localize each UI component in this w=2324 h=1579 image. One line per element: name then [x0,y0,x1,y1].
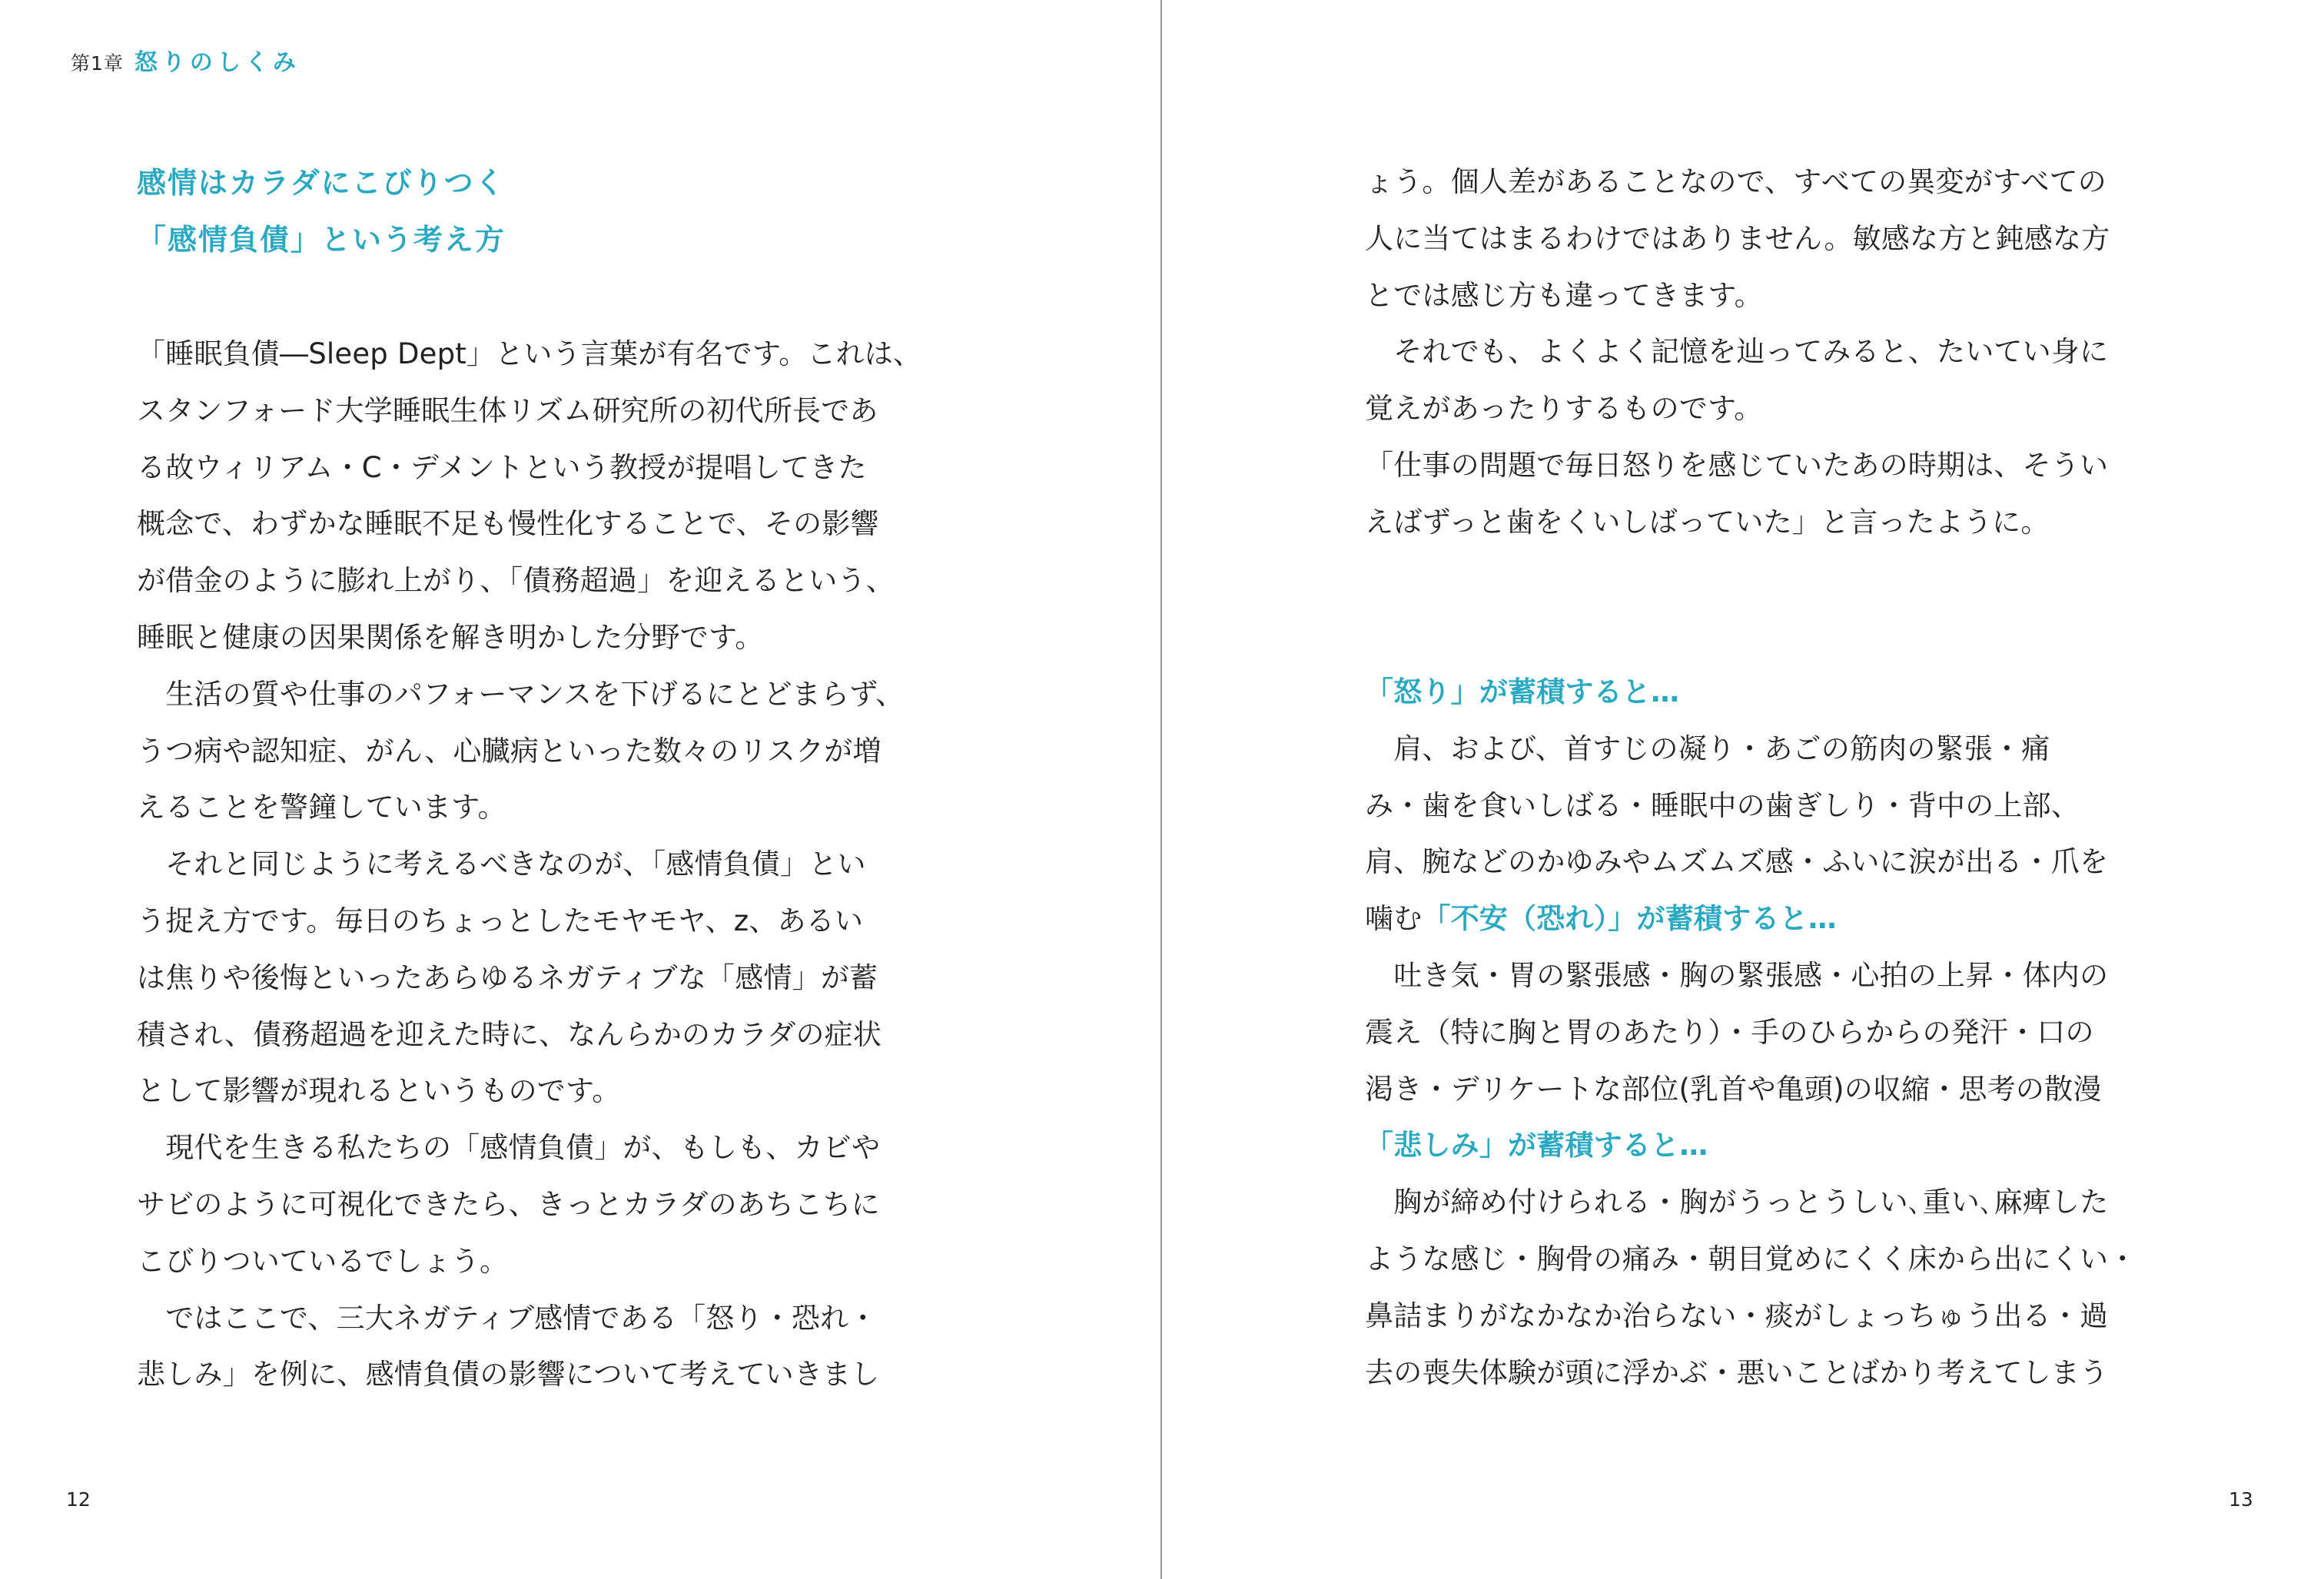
body-line: は焦りや後悔といったあらゆるネガティブな「感情」が蓄 [137,960,878,994]
body-line: る故ウィリアム・C・デメントという教授が提唱してきた [137,450,867,484]
body-line: として影響が現れるというものです。 [137,1074,621,1108]
section-heading-line: 「感情負債」という考え方 [137,222,506,257]
body-line: 震え（特に胸と胃のあたり）・手のひらからの発汗・口の [1365,1015,2094,1049]
body-line: ような感じ・胸骨の痛み・朝目覚めにくく床から出にくい・ [1365,1242,2137,1275]
page-number: 12 [66,1488,91,1511]
fear-heading: 「不安（恐れ）」が蓄積すると… [1422,902,1837,936]
anger-last-fragment: 噛む [1365,902,1423,936]
body-line: えることを警鐘しています。 [137,791,506,824]
body-line: サビのように可視化できたら、きっとカラダのあちこちに [137,1187,880,1221]
body-line: 人に当てはまるわけではありません。敏感な方と鈍感な方 [1365,221,2110,255]
anger-heading: 「怒り」が蓄積すると… [1365,675,1680,708]
body-line: み・歯を食いしばる・睡眠中の歯ぎしり・背中の上部、 [1365,788,2080,822]
body-line: 生活の質や仕事のパフォーマンスを下げるにとどまらず、 [137,677,905,711]
chapter-label: 第1章 [71,52,124,75]
body-line: それでも、よくよく記憶を辿ってみると、たいてい身に [1365,335,2109,369]
left-body-text [137,326,921,1403]
body-line: 肩、および、首すじの凝り・あごの筋肉の緊張・痛 [1365,731,2050,765]
right-intro-text [1365,154,2110,551]
body-line: 去の喪失体験が頭に浮かぶ・悪いことばかり考えてしまう [1365,1355,2109,1389]
page-number: 13 [2229,1488,2253,1511]
body-line: 胸が締め付けられる・胸がうっとうしい､重い､麻痺した [1365,1186,2109,1219]
running-head [71,43,300,77]
body-line: 「仕事の問題で毎日怒りを感じていたあの時期は、そうい [1365,448,2109,482]
body-line: スタンフォード大学睡眠生体リズム研究所の初代所長であ [137,393,878,427]
left-page [0,0,1160,1579]
body-line: ょう。個人差があることなので、すべての異変がすべての [1365,165,2107,198]
body-line: ではここで、三大ネガティブ感情である「怒り・恐れ・ [137,1301,878,1335]
body-line: うつ病や認知症、がん、心臓病といった数々のリスクが増 [137,734,881,768]
mixed-line [1365,891,2136,947]
body-line: 覚えがあったりするものです。 [1365,392,1763,426]
body-line: 悲しみ」を例に、感情負債の影響について考えていきまし [137,1358,880,1392]
section-heading [137,158,506,271]
chapter-title: 怒りのしくみ [134,49,300,76]
body-line: こびりついているでしょう。 [137,1244,509,1278]
body-line: 積され、債務超過を迎えた時に、なんらかのカラダの症状 [137,1017,882,1051]
body-line: 概念で、わずかな睡眠不足も慢性化することで、その影響 [137,507,879,541]
body-line: 現代を生きる私たちの「感情負債」が、もしも、カビや [137,1131,881,1165]
body-line: 肩、腕などのかゆみやムズムズ感・ふいに涙が出る・爪を [1365,845,2109,879]
body-line: 睡眠と健康の因果関係を解き明かした分野です。 [137,620,764,654]
body-line: う捉え方です。毎日のちょっとしたモヤモヤ、z、あるい [137,904,864,937]
emotion-symptom-list [1365,664,2136,1401]
body-line: 鼻詰まりがなかなか治らない・痰がしょっちゅう出る・過 [1365,1299,2109,1332]
body-line: それと同じように考えるべきなのが、「感情負債」とい [137,848,866,881]
body-line: が借金のように膨れ上がり、「債務超過」を迎えるという、 [137,564,895,598]
section-heading-line: 感情はカラダにこびりつく [137,166,506,200]
right-page [1162,0,2324,1579]
body-line: 吐き気・胃の緊張感・胸の緊張感・心拍の上昇・体内の [1365,958,2109,992]
body-line: えばずっと歯をくいしばっていた」と言ったように。 [1365,505,2050,539]
sadness-heading: 「悲しみ」が蓄積すると… [1365,1129,1708,1163]
body-line: 渇き・デリケートな部位(乳首や亀頭)の収縮・思考の散漫 [1365,1072,2102,1106]
body-line: 「睡眠負債―Sleep Dept」という言葉が有名です。これは、 [137,337,922,370]
body-line: とでは感じ方も違ってきます。 [1365,278,1763,312]
